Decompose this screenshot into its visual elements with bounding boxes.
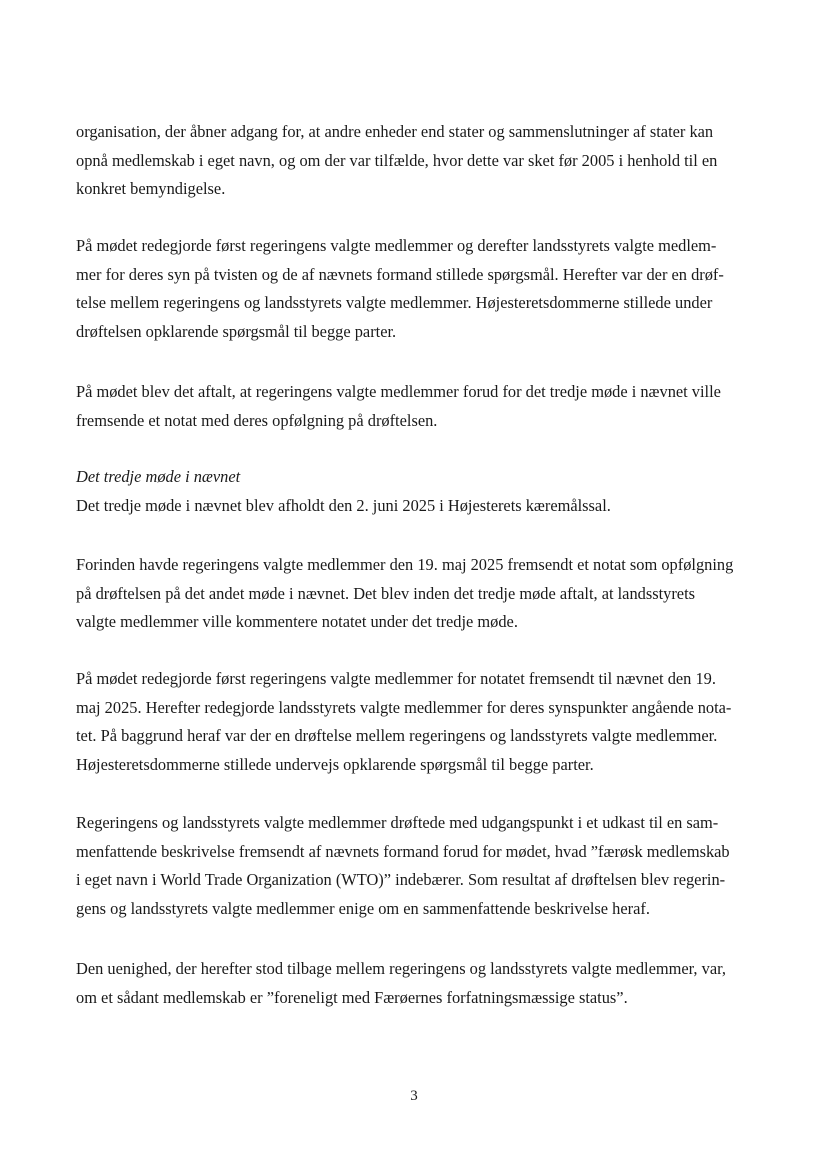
paragraph-line: Det tredje møde i nævnet blev afholdt den 2. juni 2025 i Højesterets kæremålssal. [76,495,611,515]
paragraph-line: konkret bemyndigelse. [76,179,226,199]
paragraph-4 [76,551,733,637]
paragraph-line: På mødet blev det aftalt, at regeringens valgte medlemmer forud for det tredje møde i nævnet ville [76,382,721,401]
paragraph-line: På mødet redegjorde først regeringens valgte medlemmer og derefter landsstyrets valgte medlem- [76,236,717,255]
paragraph-line: organisation, der åbner adgang for, at andre enheder end stater og sammenslutninger af stater kan [76,122,714,141]
paragraph-line: Højesteretsdommerne stillede undervejs opklarende spørgsmål til begge parter. [76,754,594,774]
paragraph-line: valgte medlemmer ville kommentere notatet under det tredje møde. [76,612,518,632]
section-heading-block [76,463,611,520]
paragraph-line: På mødet redegjorde først regeringens valgte medlemmer for notatet fremsendt til nævnet den 19. [76,669,716,688]
paragraph-line: gens og landsstyrets valgte medlemmer enige om en sammenfattende beskrivelse heraf. [76,898,650,918]
paragraph-7 [76,955,726,1012]
paragraph-line: Den uenighed, der herefter stod tilbage mellem regeringens og landsstyrets valgte medlemmer, var, [76,959,726,978]
paragraph-5 [76,665,731,779]
paragraph-line: drøftelsen opklarende spørgsmål til begge parter. [76,321,397,341]
paragraph-line: mer for deres syn på tvisten og de af nævnets formand stillede spørgsmål. Herefter var der en drøf- [76,264,724,284]
paragraph-line: i eget navn i World Trade Organization (WTO)” indebærer. Som resultat af drøftelsen blev regerin- [76,870,726,890]
paragraph-line: Forinden havde regeringens valgte medlemmer den 19. maj 2025 fremsendt et notat som opfølgning [76,555,734,574]
paragraph-line: Regeringens og landsstyrets valgte medlemmer drøftede med udgangspunkt i et udkast til en sam- [76,813,719,832]
paragraph-line: maj 2025. Herefter redegjorde landsstyrets valgte medlemmer for deres synspunkter angående nota- [76,697,732,717]
paragraph-2 [76,232,724,346]
paragraph-line: menfattende beskrivelse fremsendt af nævnets formand forud for mødet, hvad ”færøsk medlemskab [76,841,730,861]
paragraph-line: om et sådant medlemskab er ”foreneligt med Færøernes forfatningsmæssige status”. [76,987,628,1007]
section-heading: Det tredje møde i nævnet [76,467,241,486]
paragraph-3 [76,378,721,435]
paragraph-line: opnå medlemskab i eget navn, og om der var tilfælde, hvor dette var sket før 2005 i henhold til en [76,150,718,170]
paragraph-1 [76,118,717,204]
paragraph-line: fremsende et notat med deres opfølgning på drøftelsen. [76,410,438,430]
paragraph-line: tet. På baggrund heraf var der en drøftelse mellem regeringens og landsstyrets valgte medlemmer. [76,726,718,746]
paragraph-line: på drøftelsen på det andet møde i nævnet. Det blev inden det tredje møde aftalt, at landsstyrets [76,583,696,603]
page-number: 3 [410,1088,418,1104]
paragraph-line: telse mellem regeringens og landsstyrets valgte medlemmer. Højesteretsdommerne stillede under [76,293,713,313]
paragraph-6 [76,809,730,923]
